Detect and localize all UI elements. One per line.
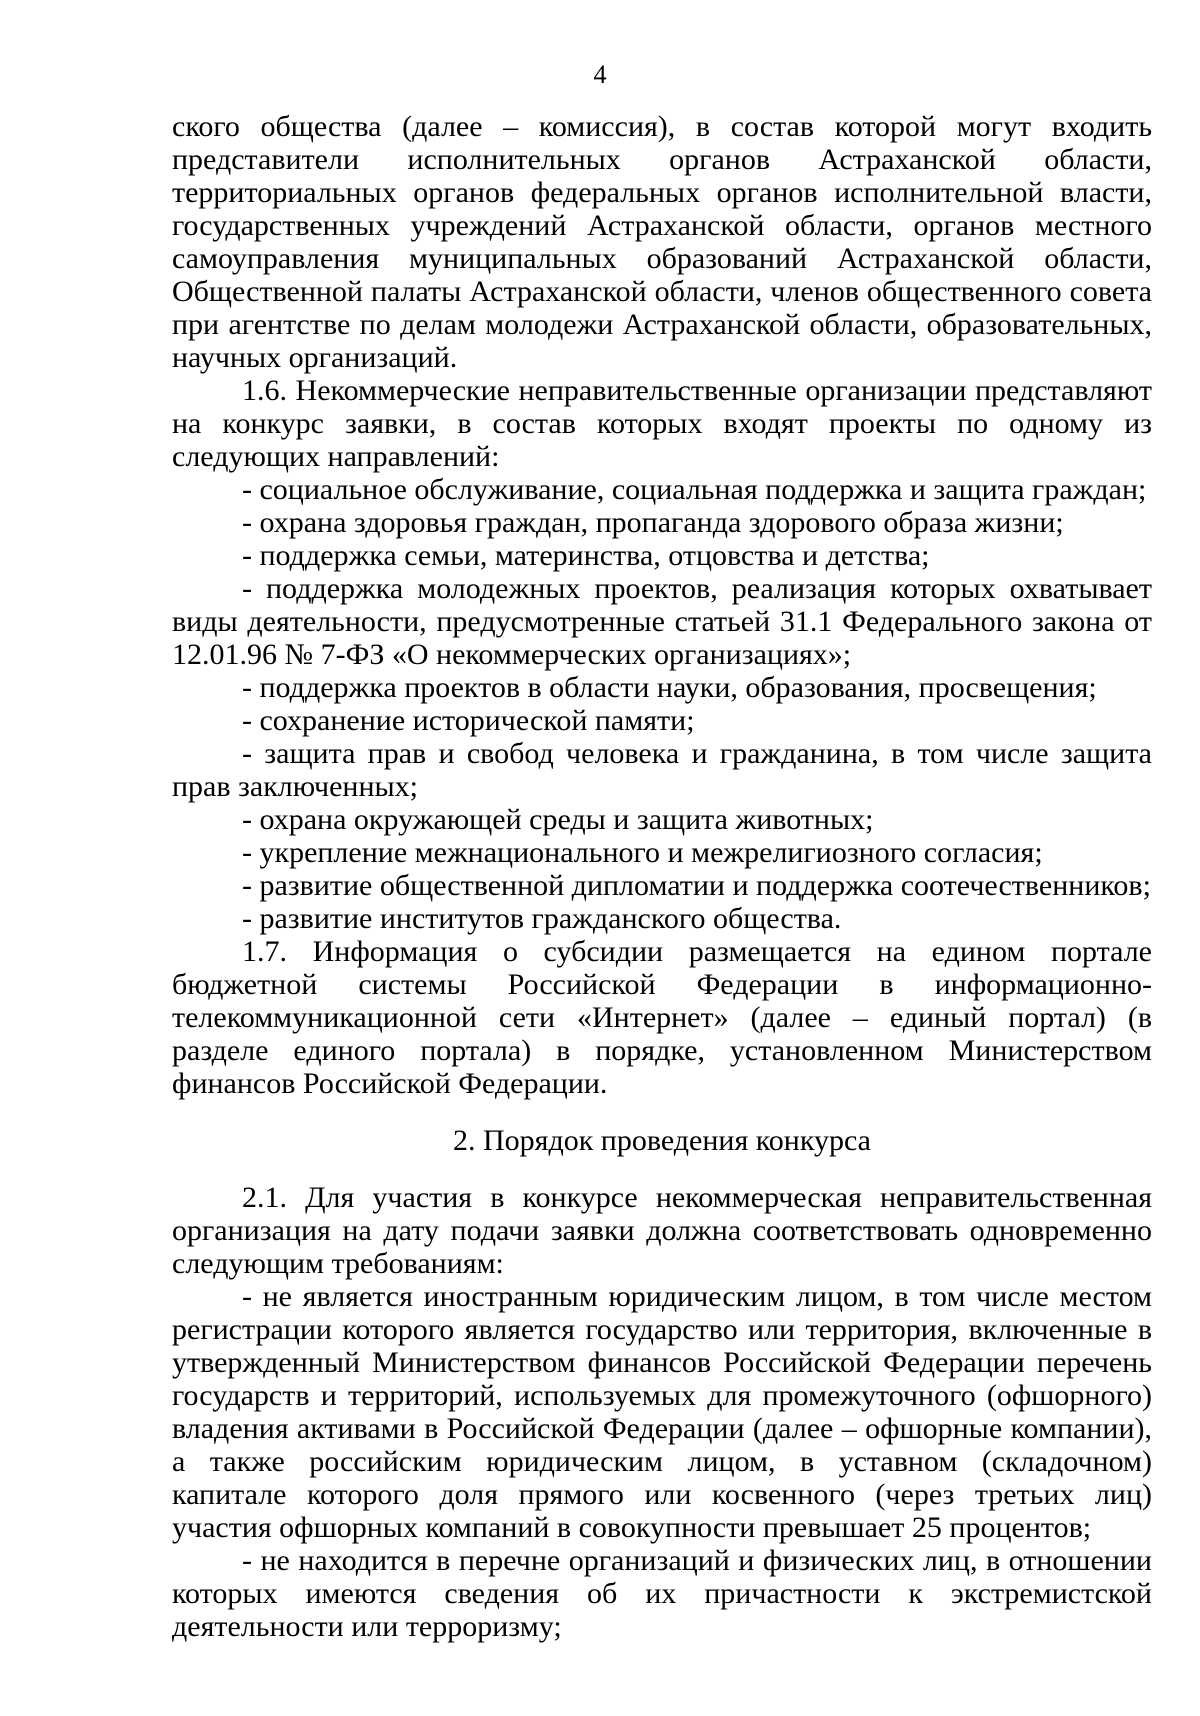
- list-item: - укрепление межнационального и межрелигиозного согласия;: [242, 836, 1043, 869]
- paragraph-1-7: 1.7. Информация о субсидии размещается на едином портале бюджетной системы Российской Федерации в информационно-телекоммуникационной сети «Интернет» (далее – единый портал) (в разделе единого портала) в порядке, установленном Министерством финансов Российской Федерации.: [172, 935, 1152, 1100]
- list-item: - поддержка проектов в области науки, образования, просвещения;: [242, 671, 1097, 704]
- list-item: - не находится в перечне организаций и физических лиц, в отношении которых имеются сведения об их причастности к экстремистской деятельности или терроризму;: [172, 1544, 1152, 1643]
- paragraph-continuation: ского общества (далее – комиссия), в состав которой могут входить представители исполнительных органов Астраханской области, территориальных органов федеральных органов исполнительной власти, государственных учреждений Астраханской области, органов местного самоуправления муниципальных образований Астраханской области, Общественной палаты Астраханской области, членов общественного совета при агентстве по делам молодежи Астраханской области, образовательных, научных организаций.: [172, 110, 1152, 374]
- section-heading: 2. Порядок проведения конкурса: [452, 1124, 871, 1157]
- list-item: - охрана здоровья граждан, пропаганда здорового образа жизни;: [242, 506, 1064, 539]
- list-item: - сохранение исторической памяти;: [242, 704, 695, 737]
- page-number: 4: [593, 60, 607, 89]
- list-item: - защита прав и свобод человека и гражданина, в том числе защита прав заключенных;: [172, 737, 1152, 803]
- list-item: - развитие институтов гражданского общества.: [242, 902, 842, 935]
- document-body: [172, 110, 1152, 1643]
- list-item: - развитие общественной дипломатии и поддержка соотечественников;: [242, 869, 1151, 902]
- paragraph-1-6: 1.6. Некоммерческие неправительственные организации представляют на конкурс заявки, в состав которых входят проекты по одному из следующих направлений:: [172, 374, 1152, 473]
- list-item: - не является иностранным юридическим лицом, в том числе местом регистрации которого является государство или территория, включенные в утвержденный Министерством финансов Российской Федерации перечень государств и территорий, используемых для промежуточного (офшорного) владения активами в Российской Федерации (далее – офшорные компании), а также российским юридическим лицом, в уставном (складочном) капитале которого доля прямого или косвенного (через третьих лиц) участия офшорных компаний в совокупности превышает 25 процентов;: [172, 1280, 1152, 1544]
- list-item: - поддержка молодежных проектов, реализация которых охватывает виды деятельности, предусмотренные статьей 31.1 Федерального закона от 12.01.96 № 7-ФЗ «О некоммерческих организациях»;: [172, 572, 1152, 671]
- list-item: - социальное обслуживание, социальная поддержка и защита граждан;: [242, 473, 1147, 506]
- list-item: - поддержка семьи, материнства, отцовства и детства;: [242, 539, 930, 572]
- list-item: - охрана окружающей среды и защита животных;: [242, 803, 874, 836]
- paragraph-2-1: 2.1. Для участия в конкурсе некоммерческая неправительственная организация на дату подачи заявки должна соответствовать одновременно следующим требованиям:: [172, 1181, 1152, 1280]
